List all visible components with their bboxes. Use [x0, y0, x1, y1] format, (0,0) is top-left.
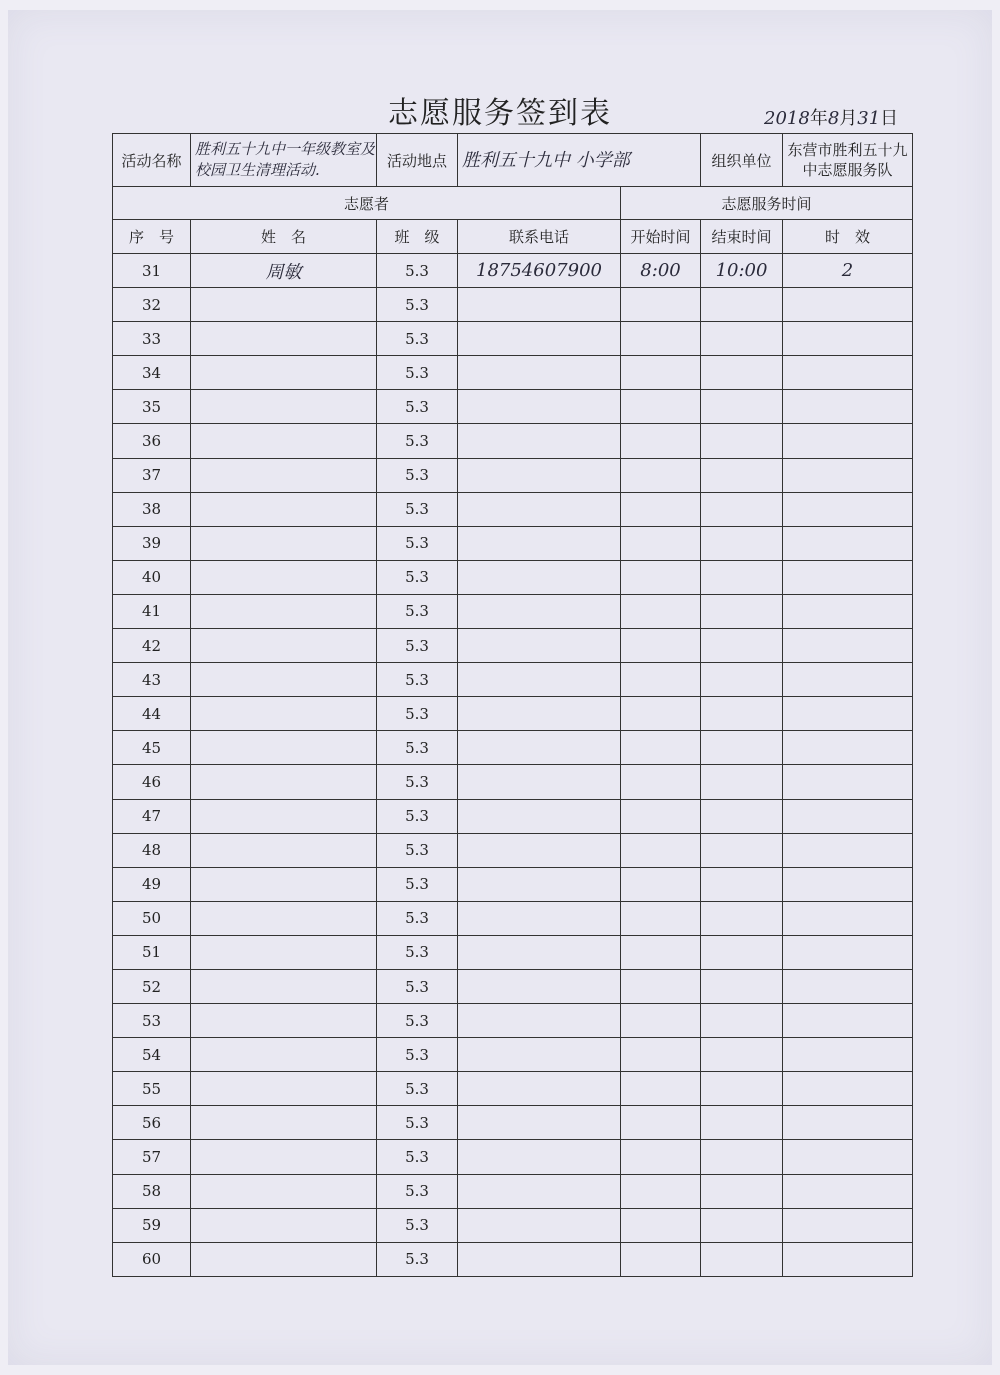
table-row [113, 867, 913, 901]
table-row [113, 526, 913, 560]
phone-cell [458, 629, 621, 663]
end-time-cell [701, 663, 783, 697]
class-cell: 5.3 [377, 1208, 458, 1242]
start-time-cell [621, 731, 701, 765]
end-time-cell [701, 935, 783, 969]
start-time-cell: 8:00 [621, 254, 701, 288]
start-time-cell [621, 765, 701, 799]
seq-cell: 39 [113, 526, 191, 560]
end-time-cell [701, 867, 783, 901]
class-cell: 5.3 [377, 901, 458, 935]
service-time-group-header: 志愿服务时间 [621, 187, 913, 220]
seq-cell: 59 [113, 1208, 191, 1242]
phone-cell [458, 424, 621, 458]
activity-place-label: 活动地点 [377, 134, 458, 187]
class-cell: 5.3 [377, 765, 458, 799]
table-body [113, 254, 913, 1277]
seq-cell: 49 [113, 867, 191, 901]
date-day-suffix: 日 [880, 108, 899, 129]
start-time-cell [621, 390, 701, 424]
class-cell: 5.3 [377, 390, 458, 424]
start-time-cell [621, 969, 701, 1003]
table-row [113, 424, 913, 458]
end-time-cell [701, 526, 783, 560]
class-cell: 5.3 [377, 1106, 458, 1140]
start-header: 开始时间 [621, 220, 701, 254]
name-cell [191, 1072, 377, 1106]
date-year-suffix: 年 [809, 108, 828, 129]
name-cell [191, 1004, 377, 1038]
phone-cell [458, 969, 621, 1003]
table-row [113, 458, 913, 492]
duration-cell [783, 629, 913, 663]
start-time-cell [621, 901, 701, 935]
phone-cell [458, 663, 621, 697]
seq-cell: 43 [113, 663, 191, 697]
activity-place-value: 胜利五十九中 小学部 [458, 134, 701, 187]
seq-cell: 34 [113, 356, 191, 390]
phone-cell: 18754607900 [458, 254, 621, 288]
start-time-cell [621, 629, 701, 663]
table-row [113, 288, 913, 322]
end-time-cell [701, 1242, 783, 1276]
start-time-cell [621, 799, 701, 833]
date-month: 8 [827, 108, 840, 129]
duration-cell [783, 867, 913, 901]
seq-cell: 44 [113, 697, 191, 731]
phone-cell [458, 1208, 621, 1242]
table-row [113, 969, 913, 1003]
duration-cell [783, 969, 913, 1003]
table-row [113, 1140, 913, 1174]
duration-cell [783, 288, 913, 322]
seq-cell: 58 [113, 1174, 191, 1208]
class-cell: 5.3 [377, 731, 458, 765]
group-header-row [113, 187, 913, 220]
duration-cell [783, 356, 913, 390]
phone-cell [458, 867, 621, 901]
name-cell [191, 663, 377, 697]
name-cell [191, 1242, 377, 1276]
duration-cell [783, 1072, 913, 1106]
name-cell [191, 1106, 377, 1140]
seq-cell: 53 [113, 1004, 191, 1038]
phone-cell [458, 697, 621, 731]
seq-cell: 52 [113, 969, 191, 1003]
seq-cell: 45 [113, 731, 191, 765]
table-row [113, 833, 913, 867]
start-time-cell [621, 492, 701, 526]
start-time-cell [621, 322, 701, 356]
class-cell: 5.3 [377, 1242, 458, 1276]
name-cell [191, 969, 377, 1003]
name-cell [191, 697, 377, 731]
phone-cell [458, 390, 621, 424]
end-time-cell: 10:00 [701, 254, 783, 288]
phone-cell [458, 1072, 621, 1106]
duration-cell [783, 492, 913, 526]
signin-table [112, 133, 913, 1277]
start-time-cell [621, 356, 701, 390]
class-cell: 5.3 [377, 254, 458, 288]
end-time-cell [701, 458, 783, 492]
phone-cell [458, 492, 621, 526]
end-time-cell [701, 833, 783, 867]
duration-cell [783, 458, 913, 492]
table-row [113, 1242, 913, 1276]
organizer-label: 组织单位 [701, 134, 783, 187]
duration-cell [783, 663, 913, 697]
class-cell: 5.3 [377, 697, 458, 731]
name-cell [191, 1140, 377, 1174]
table-row [113, 901, 913, 935]
seq-cell: 36 [113, 424, 191, 458]
seq-cell: 37 [113, 458, 191, 492]
seq-cell: 46 [113, 765, 191, 799]
name-cell: 周敏 [191, 254, 377, 288]
class-cell: 5.3 [377, 594, 458, 628]
seq-cell: 41 [113, 594, 191, 628]
table-row [113, 765, 913, 799]
seq-cell: 47 [113, 799, 191, 833]
class-cell: 5.3 [377, 969, 458, 1003]
class-cell: 5.3 [377, 833, 458, 867]
end-time-cell [701, 1140, 783, 1174]
start-time-cell [621, 1038, 701, 1072]
duration-cell [783, 1004, 913, 1038]
end-time-cell [701, 765, 783, 799]
end-time-cell [701, 356, 783, 390]
start-time-cell [621, 1004, 701, 1038]
table-row [113, 1004, 913, 1038]
name-cell [191, 1038, 377, 1072]
class-cell: 5.3 [377, 629, 458, 663]
end-time-cell [701, 322, 783, 356]
seq-cell: 50 [113, 901, 191, 935]
table-row [113, 356, 913, 390]
start-time-cell [621, 1140, 701, 1174]
phone-cell [458, 765, 621, 799]
name-cell [191, 1208, 377, 1242]
phone-cell [458, 1140, 621, 1174]
phone-cell [458, 356, 621, 390]
table-row [113, 254, 913, 288]
start-time-cell [621, 594, 701, 628]
date-day: 31 [857, 108, 881, 129]
duration-cell [783, 935, 913, 969]
class-cell: 5.3 [377, 322, 458, 356]
phone-cell [458, 1242, 621, 1276]
table-row [113, 663, 913, 697]
end-header: 结束时间 [701, 220, 783, 254]
table-row [113, 935, 913, 969]
seq-header: 序 号 [113, 220, 191, 254]
start-time-cell [621, 663, 701, 697]
end-time-cell [701, 1208, 783, 1242]
class-cell: 5.3 [377, 1072, 458, 1106]
form-date [764, 104, 898, 130]
name-cell [191, 731, 377, 765]
table-row [113, 1106, 913, 1140]
table-row [113, 390, 913, 424]
phone-cell [458, 799, 621, 833]
name-cell [191, 1174, 377, 1208]
duration-cell [783, 594, 913, 628]
date-year: 2018 [764, 108, 810, 129]
class-cell: 5.3 [377, 867, 458, 901]
duration-cell [783, 424, 913, 458]
duration-cell [783, 1038, 913, 1072]
table-row [113, 560, 913, 594]
start-time-cell [621, 935, 701, 969]
seq-cell: 54 [113, 1038, 191, 1072]
table-row [113, 1072, 913, 1106]
table-row [113, 594, 913, 628]
phone-cell [458, 1106, 621, 1140]
duration-cell: 2 [783, 254, 913, 288]
class-cell: 5.3 [377, 424, 458, 458]
end-time-cell [701, 492, 783, 526]
info-row [113, 134, 913, 187]
activity-name-label: 活动名称 [113, 134, 191, 187]
seq-cell: 55 [113, 1072, 191, 1106]
table-row [113, 629, 913, 663]
duration-cell [783, 833, 913, 867]
seq-cell: 33 [113, 322, 191, 356]
phone-cell [458, 901, 621, 935]
end-time-cell [701, 799, 783, 833]
name-cell [191, 629, 377, 663]
start-time-cell [621, 1208, 701, 1242]
start-time-cell [621, 1242, 701, 1276]
end-time-cell [701, 1004, 783, 1038]
class-cell: 5.3 [377, 935, 458, 969]
class-cell: 5.3 [377, 288, 458, 322]
table-row [113, 1208, 913, 1242]
class-cell: 5.3 [377, 1004, 458, 1038]
start-time-cell [621, 833, 701, 867]
name-cell [191, 322, 377, 356]
phone-cell [458, 526, 621, 560]
duration-cell [783, 322, 913, 356]
seq-cell: 48 [113, 833, 191, 867]
class-cell: 5.3 [377, 526, 458, 560]
phone-cell [458, 935, 621, 969]
duration-cell [783, 901, 913, 935]
start-time-cell [621, 1072, 701, 1106]
name-cell [191, 356, 377, 390]
date-month-suffix: 月 [839, 108, 858, 129]
table-row [113, 697, 913, 731]
end-time-cell [701, 288, 783, 322]
class-cell: 5.3 [377, 799, 458, 833]
class-cell: 5.3 [377, 1038, 458, 1072]
class-cell: 5.3 [377, 356, 458, 390]
seq-cell: 35 [113, 390, 191, 424]
name-cell [191, 799, 377, 833]
name-cell [191, 867, 377, 901]
phone-cell [458, 731, 621, 765]
name-cell [191, 765, 377, 799]
name-cell [191, 526, 377, 560]
duration-cell [783, 1106, 913, 1140]
activity-name-value: 胜利五十九中一年级教室及校园卫生清理活动. [191, 134, 377, 187]
class-cell: 5.3 [377, 560, 458, 594]
end-time-cell [701, 1072, 783, 1106]
name-cell [191, 901, 377, 935]
class-cell: 5.3 [377, 663, 458, 697]
phone-cell [458, 458, 621, 492]
end-time-cell [701, 424, 783, 458]
seq-cell: 32 [113, 288, 191, 322]
phone-cell [458, 322, 621, 356]
phone-cell [458, 288, 621, 322]
phone-cell [458, 594, 621, 628]
phone-cell [458, 833, 621, 867]
phone-cell [458, 1004, 621, 1038]
duration-cell [783, 697, 913, 731]
phone-header: 联系电话 [458, 220, 621, 254]
start-time-cell [621, 697, 701, 731]
name-header: 姓 名 [191, 220, 377, 254]
seq-cell: 31 [113, 254, 191, 288]
seq-cell: 56 [113, 1106, 191, 1140]
class-cell: 5.3 [377, 1140, 458, 1174]
name-cell [191, 424, 377, 458]
duration-cell [783, 390, 913, 424]
start-time-cell [621, 526, 701, 560]
end-time-cell [701, 731, 783, 765]
organizer-value: 东营市胜利五十九中志愿服务队 [783, 134, 913, 187]
phone-cell [458, 560, 621, 594]
seq-cell: 57 [113, 1140, 191, 1174]
start-time-cell [621, 458, 701, 492]
duration-header: 时 效 [783, 220, 913, 254]
seq-cell: 51 [113, 935, 191, 969]
end-time-cell [701, 594, 783, 628]
seq-cell: 60 [113, 1242, 191, 1276]
end-time-cell [701, 390, 783, 424]
name-cell [191, 935, 377, 969]
end-time-cell [701, 697, 783, 731]
column-header-row [113, 220, 913, 254]
name-cell [191, 560, 377, 594]
duration-cell [783, 526, 913, 560]
table-row [113, 1038, 913, 1072]
seq-cell: 42 [113, 629, 191, 663]
page-title: 志愿服务签到表 [388, 96, 612, 131]
class-cell: 5.3 [377, 492, 458, 526]
table-row [113, 1174, 913, 1208]
end-time-cell [701, 901, 783, 935]
end-time-cell [701, 969, 783, 1003]
table-row [113, 731, 913, 765]
end-time-cell [701, 560, 783, 594]
end-time-cell [701, 1038, 783, 1072]
duration-cell [783, 1140, 913, 1174]
phone-cell [458, 1174, 621, 1208]
table-row [113, 322, 913, 356]
start-time-cell [621, 1174, 701, 1208]
duration-cell [783, 731, 913, 765]
start-time-cell [621, 1106, 701, 1140]
name-cell [191, 833, 377, 867]
duration-cell [783, 1208, 913, 1242]
start-time-cell [621, 867, 701, 901]
table-row [113, 492, 913, 526]
duration-cell [783, 1242, 913, 1276]
seq-cell: 38 [113, 492, 191, 526]
duration-cell [783, 799, 913, 833]
start-time-cell [621, 424, 701, 458]
class-header: 班 级 [377, 220, 458, 254]
name-cell [191, 594, 377, 628]
table-row [113, 799, 913, 833]
duration-cell [783, 560, 913, 594]
end-time-cell [701, 629, 783, 663]
duration-cell [783, 1174, 913, 1208]
end-time-cell [701, 1174, 783, 1208]
name-cell [191, 458, 377, 492]
class-cell: 5.3 [377, 458, 458, 492]
end-time-cell [701, 1106, 783, 1140]
name-cell [191, 288, 377, 322]
name-cell [191, 390, 377, 424]
class-cell: 5.3 [377, 1174, 458, 1208]
volunteer-group-header: 志愿者 [113, 187, 621, 220]
seq-cell: 40 [113, 560, 191, 594]
phone-cell [458, 1038, 621, 1072]
duration-cell [783, 765, 913, 799]
start-time-cell [621, 560, 701, 594]
start-time-cell [621, 288, 701, 322]
name-cell [191, 492, 377, 526]
